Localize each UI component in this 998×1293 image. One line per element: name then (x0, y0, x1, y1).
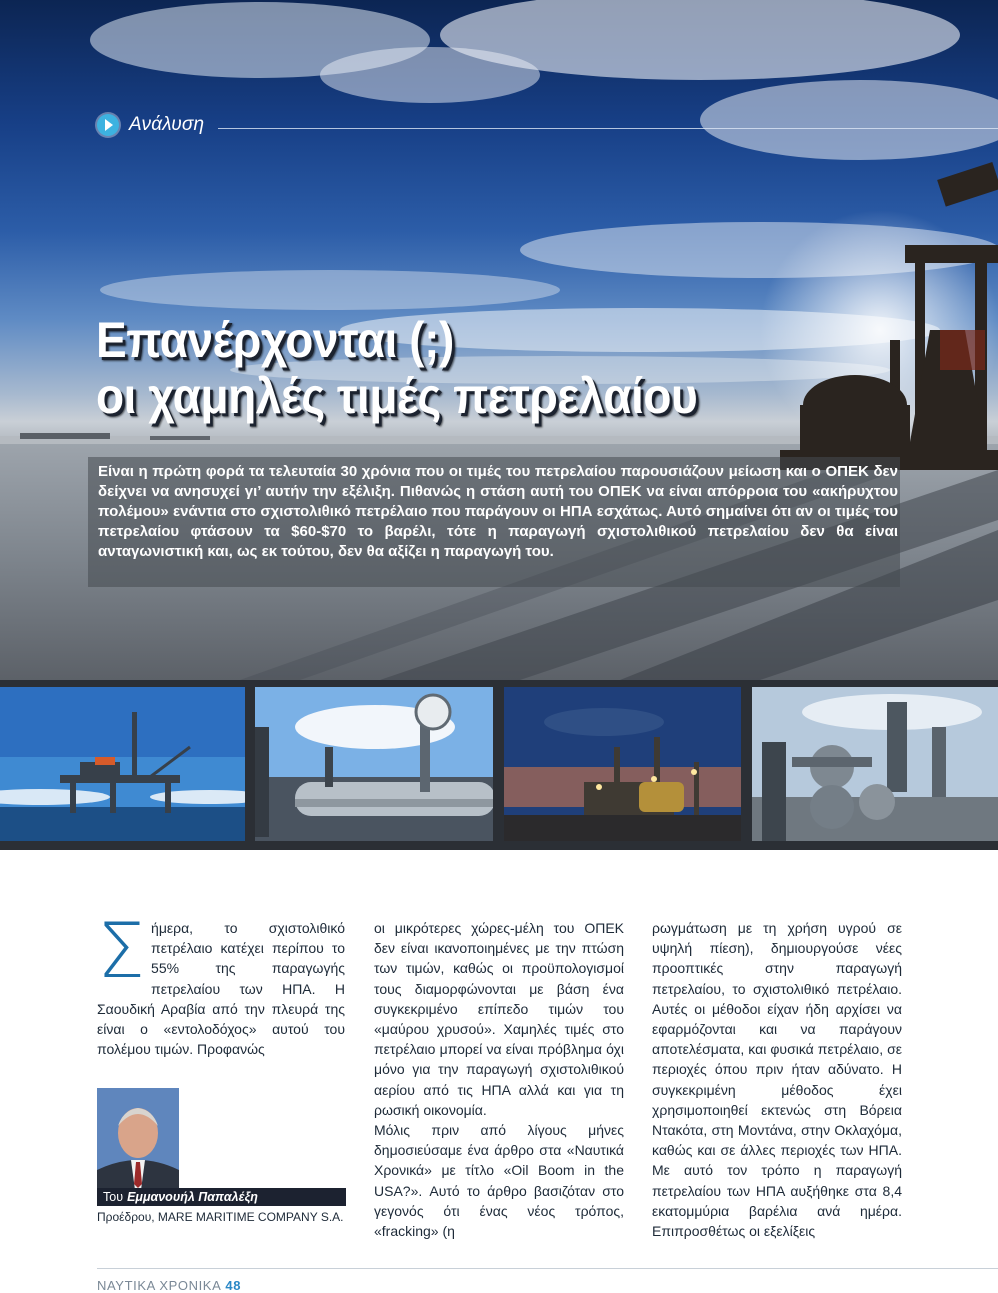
headline-line-1: Επανέρχονται (;) (96, 312, 454, 368)
refinery-night-photo (504, 687, 741, 841)
magazine-name: ΝΑΥΤΙΚΑ ΧΡΟΝΙΚΑ (97, 1278, 222, 1293)
pipeline-gauge-photo (255, 687, 493, 841)
article-column-2 (374, 918, 624, 1241)
headline-line-2: οι χαμηλές τιμές πετρελαίου (96, 368, 698, 424)
footer-divider (97, 1268, 998, 1269)
offshore-platform-photo (0, 687, 245, 841)
author-byline (97, 1188, 346, 1206)
author-role: Προέδρου, MARE MARITIME COMPANY S.A. (97, 1210, 344, 1224)
article-headline (96, 312, 795, 424)
column-1-text: ήμερα, το σχιστολιθικό πετρέλαιο κατέχει περίπου το 55% της παραγωγής πετρελαίου των ΗΠΑ. Η Σαουδική Αραβία από την πλευρά της είναι ο «εντολοδόχος» αυτού του πολέμου τιμών. Προφανώς (97, 920, 345, 1058)
page-number: 48 (225, 1278, 242, 1293)
play-icon (97, 114, 119, 136)
industrial-pipes-photo (752, 687, 998, 841)
section-divider (218, 128, 998, 129)
article-column-3 (652, 918, 902, 1241)
article-column-1 (97, 906, 345, 1059)
author-portrait (97, 1088, 179, 1190)
photo-strip (0, 680, 998, 850)
author-name: Εμμανουήλ Παπαλέξη (127, 1190, 258, 1204)
section-label: Ανάλυση (129, 114, 205, 135)
column-2-paragraph-1: οι μικρότερες χώρες-μέλη του ΟΠΕΚ δεν είναι ικανοποιημένες με την πτώση των τιμών, καθώς οι προϋπολογισμοί τους διαμορφώνονται με βάση ένα συγκεκριμένο επίπεδο τιμών του «μαύρου χρυσού». Χαμηλές τιμές στο πετρέλαιο μπορεί να είναι πρόβλημα όχι μόνο για την παραγωγή σχιστολιθικού αερίου από τις ΗΠΑ αλλά και για τη ρωσική οικονομία. (374, 920, 624, 1118)
article-lead: Είναι η πρώτη φορά τα τελευταία 30 χρόνια που οι τιμές του πετρελαίου παρουσιάζουν μείωση και ο ΟΠΕΚ δεν δείχνει να ανησυχεί γι’ αυτήν την εξέλιξη. Πιθανώς η στάση αυτή του ΟΠΕΚ να είναι απόρροια του «ακήρυχτου πολέμου» ενάντια στο σχιστολιθικό πετρέλαιο που παράγουν οι ΗΠΑ εσχάτως. Αυτό σημαίνει ότι αν οι τιμές του πετρελαίου φτάσουν τα $60-$70 το βαρέλι, τότε η παραγωγή σχιστολιθικού πετρελαίου δεν θα είναι ανταγωνιστική και, ως εκ τούτου, δεν θα αξίζει η παραγωγή του. (98, 463, 898, 560)
author-prefix: Του (103, 1190, 124, 1204)
column-2-paragraph-2: Μόλις πριν από λίγους μήνες δημοσιεύσαμε ένα άρθρο στα «Ναυτικά Χρονικά» με τίτλο «Oil Boom in the USA?». Αυτό το άρθρο βασιζόταν στο γεγονός ότι ένας νέος τρόπος, «fracking» (η (374, 1122, 624, 1240)
column-3-text: ρωγμάτωση με τη χρήση υγρού σε υψηλή πίεση), δημιουργούσε νέες προοπτικές στην παραγωγή πετρελαίου, το σχιστολιθικό πετρέλαιο. Αυτές οι μέθοδοι είχαν ήδη αρχίσει να εφαρμόζονται και να παράγουν αποτελέσματα, και φυσικά πετρέλαιο, σε περιοχές όπου πριν ήταν αδύνατο. Η συγκεκριμένη μέθοδος έχει χρησιμοποιηθεί εκτενώς στη Βόρεια Ντακότα, στη Μοντάνα, στην Οκλαχόμα, καθώς και σε άλλες περιοχές των ΗΠΑ. Με αυτό τον τρόπο η παραγωγή πετρελαίου των ΗΠΑ αυξήθηκε στα 8,4 εκατομμύρια βαρέλια ανά ημέρα. Επιπροσθέτως οι εξελίξεις (652, 920, 902, 1240)
section-header (97, 114, 204, 136)
drop-cap: Σ (97, 906, 146, 995)
